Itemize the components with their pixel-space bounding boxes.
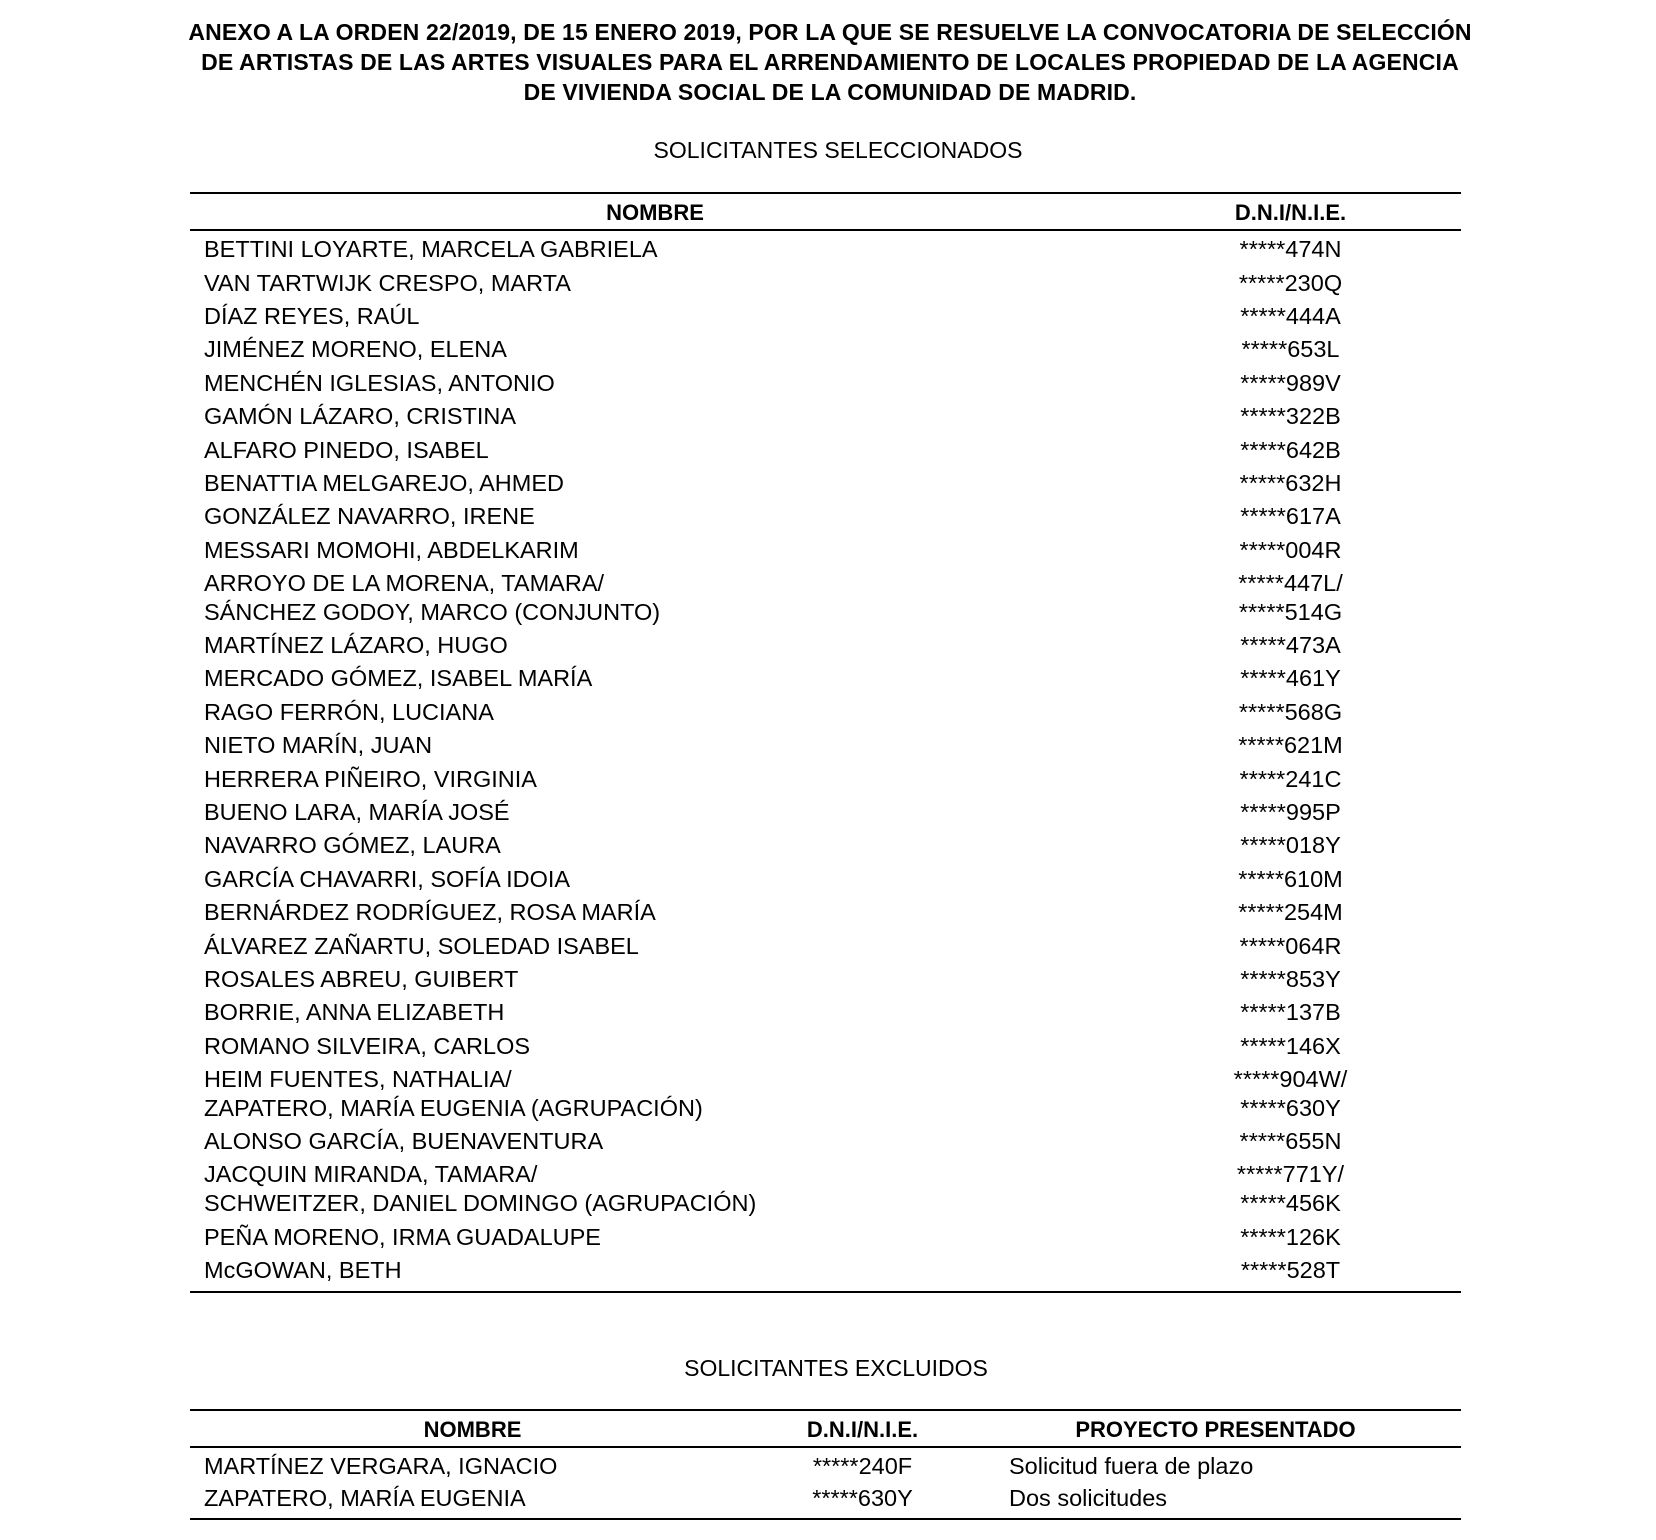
applicant-name-cell	[190, 963, 1120, 996]
applicant-name: ZAPATERO, MARÍA EUGENIA (AGRUPACIÓN)	[204, 1094, 703, 1121]
table-row	[190, 367, 1461, 400]
applicant-name: MENCHÉN IGLESIAS, ANTONIO	[204, 369, 555, 396]
table-row	[190, 1482, 1461, 1519]
table-row	[190, 333, 1461, 366]
applicant-dni: *****655N	[1239, 1128, 1342, 1155]
selected-table-body	[190, 230, 1461, 1292]
selected-applicants-table	[190, 192, 1461, 1293]
applicant-dni: *****230Q	[1238, 269, 1343, 296]
table-row	[190, 963, 1461, 996]
table-row	[190, 696, 1461, 729]
applicant-name-cell	[190, 367, 1120, 400]
applicant-name: PEÑA MORENO, IRMA GUADALUPE	[204, 1223, 601, 1250]
applicant-name-cell	[190, 863, 1120, 896]
excluded-project-column-header: PROYECTO PRESENTADO	[970, 1410, 1461, 1447]
applicant-name-cell	[190, 896, 1120, 929]
excluded-applicant-dni: *****630Y	[812, 1484, 913, 1511]
applicant-name: SÁNCHEZ GODOY, MARCO (CONJUNTO)	[204, 598, 661, 625]
applicant-name-cell	[190, 629, 1120, 662]
applicant-dni-cell	[1120, 1158, 1461, 1220]
applicant-dni-cell	[1120, 896, 1461, 929]
excluded-applicant-dni: *****240F	[812, 1452, 913, 1479]
table-row	[190, 929, 1461, 962]
excluded-applicant-name: MARTÍNEZ VERGARA, IGNACIO	[204, 1452, 558, 1479]
applicant-dni-cell	[1120, 534, 1461, 567]
table-row	[190, 1030, 1461, 1063]
applicant-dni: *****771Y/	[1236, 1161, 1345, 1188]
applicant-name: MARTÍNEZ LÁZARO, HUGO	[204, 632, 508, 659]
applicant-dni: *****447L/	[1238, 569, 1343, 596]
applicant-name: NAVARRO GÓMEZ, LAURA	[204, 832, 501, 859]
document-title-line-3: DE VIVIENDA SOCIAL DE LA COMUNIDAD DE MADRID.	[523, 79, 1137, 105]
applicant-name: VAN TARTWIJK CRESPO, MARTA	[204, 269, 571, 296]
table-row	[190, 1063, 1461, 1125]
excluded-table-header-row	[190, 1410, 1461, 1447]
selected-name-column-header: NOMBRE	[190, 193, 1120, 230]
applicant-dni-cell	[1120, 829, 1461, 862]
applicant-name: MESSARI MOMOHI, ABDELKARIM	[204, 536, 579, 563]
excluded-section-heading: SOLICITANTES EXCLUIDOS	[684, 1355, 988, 1381]
applicant-name-cell	[190, 662, 1120, 695]
applicant-dni: *****064R	[1239, 932, 1342, 959]
table-row	[190, 1158, 1461, 1220]
applicant-dni-cell	[1120, 929, 1461, 962]
applicant-dni-cell	[1120, 1063, 1461, 1125]
applicant-name: ARROYO DE LA MORENA, TAMARA/	[204, 569, 605, 596]
applicant-name: GARCÍA CHAVARRI, SOFÍA IDOIA	[204, 865, 571, 892]
applicant-dni: *****617A	[1240, 503, 1341, 530]
applicant-name: ROSALES ABREU, GUIBERT	[204, 966, 519, 992]
table-row	[190, 567, 1461, 629]
applicant-name-cell	[190, 1125, 1120, 1158]
applicant-dni-cell	[1120, 996, 1461, 1029]
applicant-name: BERNÁRDEZ RODRÍGUEZ, ROSA MARÍA	[204, 899, 656, 926]
applicant-dni: *****004R	[1239, 536, 1342, 563]
applicant-dni: *****461Y	[1240, 665, 1341, 692]
applicant-dni-cell	[1120, 467, 1461, 500]
applicant-name-cell	[190, 567, 1120, 629]
applicant-name: GAMÓN LÁZARO, CRISTINA	[204, 403, 517, 430]
selected-table-header-row	[190, 193, 1461, 230]
table-row	[190, 662, 1461, 695]
applicant-dni-cell	[1120, 367, 1461, 400]
applicant-name: BETTINI LOYARTE, MARCELA GABRIELA	[204, 236, 658, 263]
table-row	[190, 829, 1461, 862]
applicant-dni: *****610M	[1238, 865, 1343, 892]
applicant-name: ALFARO PINEDO, ISABEL	[204, 436, 489, 463]
applicant-dni-cell	[1120, 762, 1461, 795]
applicant-dni-cell	[1120, 696, 1461, 729]
applicant-dni: *****126K	[1240, 1223, 1341, 1250]
applicant-name: NIETO MARÍN, JUAN	[204, 732, 433, 759]
applicant-name-cell	[190, 467, 1120, 500]
applicant-name-cell	[190, 1063, 1120, 1125]
excluded-table-body	[190, 1447, 1461, 1519]
applicant-dni: *****473A	[1240, 632, 1341, 659]
applicant-dni-cell	[1120, 500, 1461, 533]
table-row	[190, 1447, 1461, 1482]
applicant-name-cell	[190, 230, 1120, 266]
table-row	[190, 863, 1461, 896]
applicant-name-cell	[190, 300, 1120, 333]
applicant-dni: *****853Y	[1240, 966, 1341, 992]
applicant-name-cell	[190, 762, 1120, 795]
applicant-dni-cell	[1120, 662, 1461, 695]
applicant-name-cell	[190, 534, 1120, 567]
applicant-name: GONZÁLEZ NAVARRO, IRENE	[204, 503, 535, 530]
excluded-dni-column-header: D.N.I/N.I.E.	[755, 1410, 970, 1447]
applicant-dni: *****630Y	[1240, 1094, 1341, 1121]
selected-dni-column-header: D.N.I/N.I.E.	[1120, 193, 1461, 230]
applicant-dni: *****146X	[1240, 1032, 1341, 1059]
excluded-applicant-name: ZAPATERO, MARÍA EUGENIA	[204, 1484, 526, 1511]
applicant-name-cell	[190, 1220, 1120, 1253]
table-row	[190, 534, 1461, 567]
table-row	[190, 996, 1461, 1029]
excluded-applicants-table	[190, 1409, 1461, 1520]
applicant-name-cell	[190, 829, 1120, 862]
applicant-dni-cell	[1120, 963, 1461, 996]
applicant-name: RAGO FERRÓN, LUCIANA	[204, 698, 494, 725]
applicant-dni: *****632H	[1239, 469, 1342, 496]
table-row	[190, 729, 1461, 762]
applicant-name-cell	[190, 696, 1120, 729]
applicant-dni: *****137B	[1240, 999, 1341, 1026]
applicant-name-cell	[190, 996, 1120, 1029]
applicant-dni-cell	[1120, 400, 1461, 433]
applicant-dni: *****989V	[1240, 369, 1341, 396]
applicant-name: ROMANO SILVEIRA, CARLOS	[204, 1032, 531, 1059]
table-row	[190, 300, 1461, 333]
applicant-dni: *****241C	[1239, 765, 1342, 792]
excluded-applicant-project: Dos solicitudes	[1009, 1484, 1168, 1511]
applicant-name-cell	[190, 333, 1120, 366]
applicant-name-cell	[190, 929, 1120, 962]
selected-section-heading: SOLICITANTES SELECCIONADOS	[653, 137, 1023, 163]
applicant-dni: *****568G	[1238, 698, 1343, 725]
applicant-dni: *****621M	[1238, 732, 1343, 759]
applicant-dni-cell	[1120, 300, 1461, 333]
table-row	[190, 433, 1461, 466]
applicant-dni: *****904W/	[1233, 1065, 1348, 1092]
applicant-name-cell	[190, 1158, 1120, 1220]
table-row	[190, 896, 1461, 929]
applicant-dni-cell	[1120, 567, 1461, 629]
applicant-dni: *****642B	[1240, 436, 1341, 463]
excluded-name-column-header: NOMBRE	[190, 1410, 755, 1447]
applicant-dni-cell	[1120, 230, 1461, 266]
applicant-name: HEIM FUENTES, NATHALIA/	[204, 1065, 512, 1092]
applicant-dni-cell	[1120, 266, 1461, 299]
applicant-name-cell	[190, 400, 1120, 433]
applicant-dni-cell	[1120, 729, 1461, 762]
document-title	[120, 17, 1540, 107]
table-row	[190, 629, 1461, 662]
applicant-name: BORRIE, ANNA ELIZABETH	[204, 999, 505, 1026]
applicant-name-cell	[190, 1030, 1120, 1063]
applicant-dni: *****254M	[1238, 899, 1343, 926]
applicant-dni-cell	[1120, 863, 1461, 896]
applicant-name-cell	[190, 433, 1120, 466]
applicant-dni: *****474N	[1239, 236, 1342, 263]
applicant-name-cell	[190, 1254, 1120, 1292]
applicant-name: JACQUIN MIRANDA, TAMARA/	[204, 1161, 538, 1188]
applicant-dni: *****444A	[1240, 302, 1341, 329]
table-row	[190, 500, 1461, 533]
applicant-dni: *****528T	[1240, 1256, 1341, 1283]
applicant-dni: *****018Y	[1240, 832, 1341, 859]
applicant-name: JIMÉNEZ MORENO, ELENA	[204, 336, 507, 363]
applicant-name: McGOWAN, BETH	[204, 1256, 402, 1283]
applicant-dni-cell	[1120, 629, 1461, 662]
applicant-dni: *****456K	[1240, 1190, 1341, 1217]
applicant-name: SCHWEITZER, DANIEL DOMINGO (AGRUPACIÓN)	[204, 1190, 757, 1217]
excluded-applicant-project: Solicitud fuera de plazo	[1009, 1452, 1254, 1479]
document-title-line-2: DE ARTISTAS DE LAS ARTES VISUALES PARA EL ARRENDAMIENTO DE LOCALES PROPIEDAD DE LA AGENCIA	[201, 49, 1459, 75]
applicant-name-cell	[190, 796, 1120, 829]
applicant-name: BENATTIA MELGAREJO, AHMED	[204, 469, 564, 496]
applicant-dni-cell	[1120, 1254, 1461, 1292]
document-title-line-1: ANEXO A LA ORDEN 22/2019, DE 15 ENERO 2019, POR LA QUE SE RESUELVE LA CONVOCATORIA DE SELECCIÓN	[188, 19, 1472, 45]
applicant-name-cell	[190, 500, 1120, 533]
applicant-dni: *****653L	[1241, 336, 1340, 363]
table-row	[190, 400, 1461, 433]
table-row	[190, 467, 1461, 500]
applicant-dni: *****514G	[1238, 598, 1343, 625]
applicant-dni-cell	[1120, 1220, 1461, 1253]
applicant-name: MERCADO GÓMEZ, ISABEL MARÍA	[204, 665, 593, 692]
table-row	[190, 796, 1461, 829]
applicant-dni-cell	[1120, 433, 1461, 466]
table-row	[190, 1125, 1461, 1158]
table-row	[190, 762, 1461, 795]
applicant-dni: *****995P	[1240, 799, 1341, 826]
applicant-name: HERRERA PIÑEIRO, VIRGINIA	[204, 765, 537, 792]
applicant-name: ÁLVAREZ ZAÑARTU, SOLEDAD ISABEL	[204, 932, 639, 959]
table-row	[190, 1220, 1461, 1253]
applicant-name-cell	[190, 266, 1120, 299]
applicant-dni-cell	[1120, 333, 1461, 366]
applicant-dni: *****322B	[1240, 403, 1341, 430]
applicant-dni-cell	[1120, 1030, 1461, 1063]
applicant-name: ALONSO GARCÍA, BUENAVENTURA	[204, 1128, 604, 1155]
applicant-name-cell	[190, 729, 1120, 762]
table-row	[190, 1254, 1461, 1292]
applicant-name: DÍAZ REYES, RAÚL	[204, 302, 420, 329]
applicant-name: BUENO LARA, MARÍA JOSÉ	[204, 799, 510, 826]
applicant-dni-cell	[1120, 1125, 1461, 1158]
table-row	[190, 230, 1461, 266]
table-row	[190, 266, 1461, 299]
applicant-dni-cell	[1120, 796, 1461, 829]
